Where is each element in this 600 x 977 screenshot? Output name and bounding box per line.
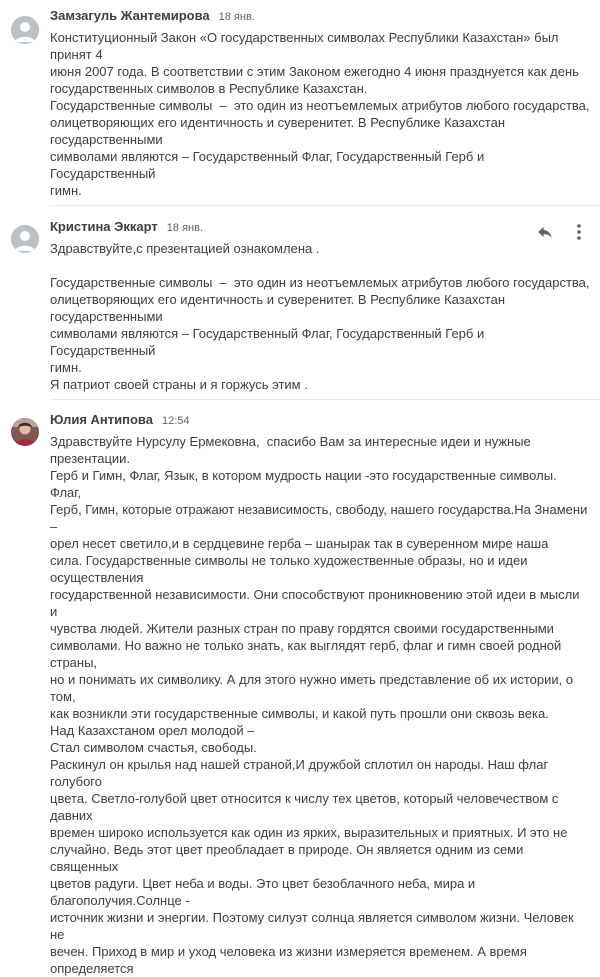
comment-header (50, 219, 590, 240)
comment-line: Здравствуйте Нурсулу Ермековна, спасибо Вам за интересные идеи и нужные презентации. (50, 434, 535, 466)
comment-author[interactable]: Юлия Антипова (50, 412, 153, 427)
comment-line: сила. Государственные символы не только художественные образы, но и идеи осуществления (50, 553, 532, 585)
comment-line: Раскинул он крылья над нашей страной,И дружбой сплотил он народы. Наш флаг голубого (50, 757, 552, 789)
comment-line: Государственные символы – это один из неотъемлемых атрибутов любого государства, (50, 98, 590, 113)
comment-line: символами являются – Государственный Флаг, Государственный Герб и Государственный (50, 326, 488, 358)
comment-blank-line (50, 257, 590, 274)
comment-line: государственной независимости. Они способствуют проникновению этой идеи в мысли и (50, 587, 584, 619)
avatar[interactable] (11, 16, 39, 44)
comment-line: символами. Но важно не только знать, как выглядят герб, флаг и гимн своей родной страны, (50, 638, 565, 670)
comment-line: гимн. (50, 183, 82, 198)
comment-line: вечен. Приход в мир и уход человека из жизни измеряется временем. А время определяется (50, 944, 531, 976)
comment-header (50, 8, 590, 29)
comment-text (50, 433, 590, 977)
comment-line: гимн. (50, 360, 82, 375)
comment-actions (536, 223, 582, 241)
comment-line: символами являются – Государственный Флаг, Государственный Герб и Государственный (50, 149, 488, 181)
comment-line: цветов радуги. Цвет неба и воды. Это цвет безоблачного неба, мира и благополучия.Солнце - (50, 876, 479, 908)
comment-line: чувства людей. Жители разных стран по праву гордятся своими государственными (50, 621, 554, 636)
comment-line: государственных символов в Республике Казахстан. (50, 81, 368, 96)
avatar[interactable] (11, 418, 39, 446)
comment-line: орел несет светило,и в сердцевине герба – шанырак так в суверенном мире наша (50, 536, 549, 551)
comment-text (50, 240, 590, 393)
comment-3 (0, 400, 600, 977)
comment-line: времен широко используется как один из ярких, выразительных и приятных. И это не (50, 825, 568, 840)
comment-text (50, 29, 590, 199)
comment-author[interactable]: Кристина Эккарт (50, 219, 158, 234)
comment-line: Стал символом счастья, свободы. (50, 740, 257, 755)
comment-line: Здравствуйте,с презентацией ознакомлена . (50, 241, 320, 256)
person-icon (11, 16, 39, 44)
comment-header (50, 412, 590, 433)
comment-line: Герб и Гимн, Флаг, Язык, в котором мудрость нации -это государственные символы. Флаг, (50, 468, 561, 500)
comment-author[interactable]: Замзагуль Жантемирова (50, 8, 210, 23)
avatar[interactable] (11, 225, 39, 253)
comment-line: Конституционный Закон «О государственных символах Республики Казахстан» был принят 4 (50, 30, 563, 62)
comment-1 (0, 0, 600, 199)
comment-time: 18 янв. (218, 11, 255, 23)
comment-line: июня 2007 года. В соответствии с этим Законом ежегодно 4 июня празднуется как день (50, 64, 579, 79)
comment-time: 12:54 (161, 415, 190, 427)
comment-line: Я патриот своей страны и я горжусь этим . (50, 377, 308, 392)
more-vert-icon (576, 223, 582, 241)
comment-time: 18 янв. (166, 222, 204, 234)
more-options-button[interactable] (576, 223, 582, 241)
comment-line: Герб, Гимн, которые отражают независимость, свободу, нашего государства.На Знамени – (50, 502, 591, 534)
comment-line: источник жизни и энергии. Поэтому силуэт солнца является символом жизни. Человек не (50, 910, 578, 942)
profile-photo-icon (11, 418, 39, 446)
comment-line: цвета. Светло-голубой цвет относится к числу тех цветов, который человечеством с давних (50, 791, 562, 823)
comment-line: случайно. Ведь этот цвет преобладает в природе. Он является одним из семи священных (50, 842, 527, 874)
reply-button[interactable] (536, 223, 554, 241)
comment-line: как возникли эти государственные символы, и какой путь прошли они сквозь века. (50, 706, 549, 721)
comment-line: но и понимать их символику. А для этого нужно иметь представление об их истории, о том, (50, 672, 577, 704)
comment-line: олицетворяющих его идентичность и суверенитет. В Республике Казахстан государственными (50, 115, 509, 147)
comment-line: олицетворяющих его идентичность и суверенитет. В Республике Казахстан государственными (50, 292, 509, 324)
reply-icon (536, 223, 554, 241)
comment-line: Государственные символы – это один из неотъемлемых атрибутов любого государства, (50, 275, 590, 290)
comment-line: Над Казахстаном орел молодой – (50, 723, 255, 738)
person-icon (11, 225, 39, 253)
comment-2 (0, 206, 600, 393)
